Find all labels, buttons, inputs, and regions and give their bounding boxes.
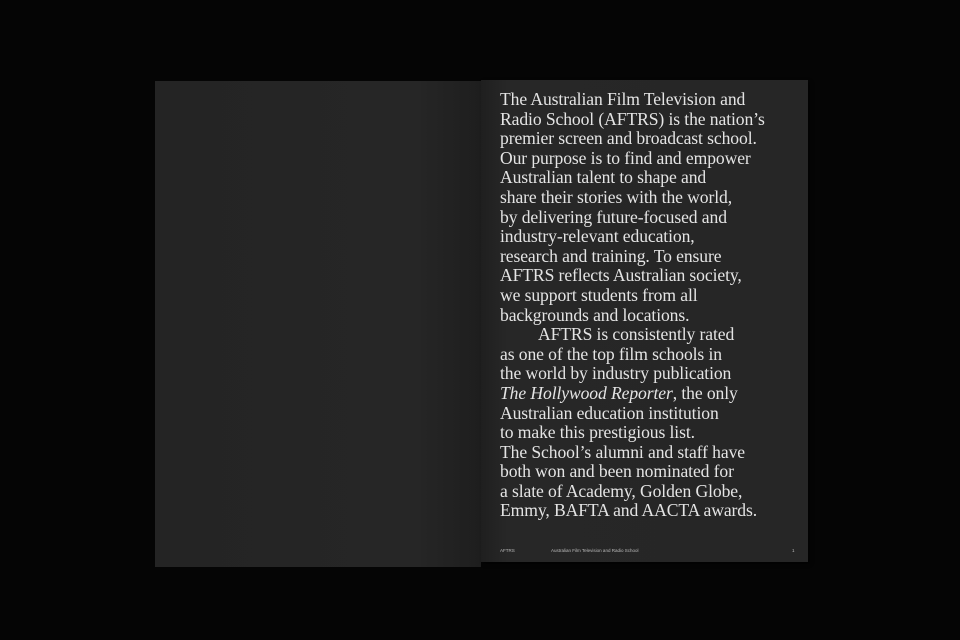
text-line: industry-relevant education, — [500, 226, 695, 247]
text-line: share their stories with the world, — [500, 186, 733, 207]
text-line: both won and been nominated for — [500, 461, 734, 482]
body-text — [500, 90, 800, 521]
text-line: Our purpose is to find and empower — [500, 147, 751, 168]
text-line: The School’s alumni and staff have — [500, 441, 745, 462]
page-number: 1 — [792, 548, 795, 553]
text-line: to make this prestigious list. — [500, 422, 695, 443]
text-line: backgrounds and locations. — [500, 304, 690, 325]
text-line: research and training. To ensure — [500, 245, 722, 266]
text-fragment: , the only — [672, 382, 738, 403]
footer-title: Australian Film Television and Radio School — [551, 548, 639, 553]
publication-title: The Hollywood Reporter — [500, 382, 673, 403]
text-line: Australian education institution — [500, 402, 719, 423]
text-line: by delivering future-focused and — [500, 206, 727, 227]
text-line: AFTRS reflects Australian society, — [500, 265, 742, 286]
left-page-blank — [155, 81, 481, 567]
text-line: the world by industry publication — [500, 363, 732, 384]
text-line: Emmy, BAFTA and AACTA awards. — [500, 500, 758, 521]
text-line: Radio School (AFTRS) is the nation’s — [500, 108, 765, 129]
footer-organization: AFTRS — [500, 548, 515, 553]
text-line — [500, 384, 800, 404]
right-page — [481, 80, 808, 562]
text-line: premier screen and broadcast school. — [500, 128, 757, 149]
text-line: a slate of Academy, Golden Globe, — [500, 480, 743, 501]
text-line: AFTRS is consistently rated — [538, 324, 735, 345]
text-line: The Australian Film Television and — [500, 89, 746, 109]
text-line: we support students from all — [500, 284, 698, 305]
text-line: as one of the top film schools in — [500, 343, 722, 364]
text-line: Australian talent to shape and — [500, 167, 707, 188]
